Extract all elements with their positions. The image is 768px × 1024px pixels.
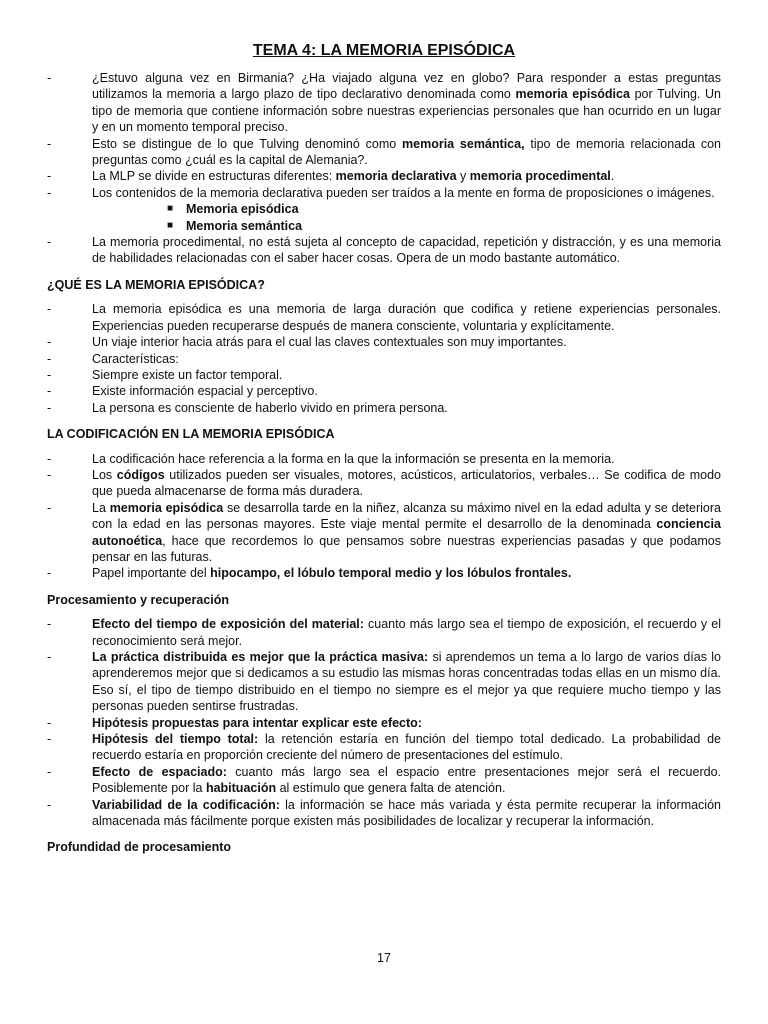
list-item-text [92,70,721,136]
sub-list-item-text: Memoria semántica [186,218,303,233]
text-run: La MLP se divide en estructuras diferentes: [92,169,336,184]
dash-bullet: - [47,764,52,779]
bold-run: memoria semántica, [402,136,525,151]
text-run: si aprendemos un tema a lo largo de varios días lo aprenderemos mejor que si dedicamos a su estudio las mismas horas concentradas todas ellas en un mismo día. Eso sí, el tipo de tiempo distribuido en el tiempo no siempre es el mejor ya que requiere mucho tiempo y las personas pueden sentirse frustradas. [92,650,721,714]
text-run: , hace que recordemos lo que pensamos sobre nuestras experiencias pasadas y que podamos pensar en las futuras. [92,533,721,564]
list-item-text [92,234,721,267]
text-run: utilizados pueden ser visuales, motores, acústicos, articulatorios, verbales… Se codifica de modo que pueda almacenarse de forma más duradera. [92,467,721,499]
list-item [47,367,721,383]
dash-bullet: - [47,732,52,747]
text-run: y [456,169,470,184]
list-item-text [92,467,721,500]
dash-bullet: - [47,169,52,184]
bold-run: Hipótesis propuestas para intentar explicar este efecto: [92,715,422,730]
text-run: se desarrolla tarde en la niñez, alcanza su máximo nivel en la edad adulta y se deteriora con la edad en las personas mayores. Este viaje mental permite el desarrollo de la denominada [92,500,721,532]
dash-bullet: - [47,617,52,632]
list-item [47,70,721,136]
section-heading-que-es: ¿QUÉ ES LA MEMORIA EPISÓDICA? [47,277,265,292]
text-run: cuanto más largo sea el espacio entre presentaciones mejor será el recuerdo. Posiblemente por la [92,764,721,796]
list-item [47,797,721,830]
list-item-text [92,334,721,350]
dash-bullet: - [47,467,52,482]
dash-bullet: - [47,302,52,317]
dash-bullet: - [47,367,52,382]
text-run: al estímulo que genera falta de atención. [276,781,506,796]
list-item [47,185,721,201]
list-item-text [92,400,721,416]
bold-run: memoria episódica [109,500,224,515]
bold-run: conciencia autonoética [92,517,721,548]
text-run: cuanto más largo sea el tiempo de exposición, el recuerdo y el reconocimiento será mejor. [92,617,722,648]
dash-bullet: - [47,185,52,200]
list-item [47,451,721,467]
list-item [47,351,721,367]
dash-bullet: - [47,500,52,515]
square-bullet-icon: ■ [167,203,174,215]
list-item [47,168,721,184]
text-run: La memoria episódica es una memoria de larga duración que codifica y retiene experiencias personales. Experiencias pueden recuperarse después de manera consciente, voluntaria y explícitamente. [92,302,721,333]
list-item-text [92,185,721,201]
bold-run: memoria declarativa [335,169,457,184]
text-run: Los contenidos de la memoria declarativa pueden ser traídos a la mente en forma de proposiciones o imágenes. [92,185,715,200]
list-item-text [92,649,721,715]
list-item-text [92,136,721,169]
list-item-text [92,715,721,731]
text-run: la información se hace más variada y ésta permite recuperar la información almacenada más fácilmente porque existen más posibilidades de localizar y recuperar la información. [92,797,721,829]
sub-list-item [47,218,721,234]
section-heading-codificacion: LA CODIFICACIÓN EN LA MEMORIA EPISÓDICA [47,427,335,442]
dash-bullet: - [47,797,52,812]
dash-bullet: - [47,715,52,730]
dash-bullet: - [47,566,52,581]
text-run: la retención estaría en función del tiempo total dedicado. La probabilidad de recuerdo estaría en proporción creciente del número de presentaciones del estímulo. [92,732,721,763]
list-item-text [92,797,721,830]
bold-run: códigos [116,467,165,482]
list-item-text [92,451,721,467]
section-heading-profundidad: Profundidad de procesamiento [47,840,232,855]
bold-run: memoria procedimental [469,169,611,184]
list-item [47,500,721,566]
section-heading-procesamiento: Procesamiento y recuperación [47,592,230,607]
intro-last-list [47,234,721,267]
page-title: TEMA 4: LA MEMORIA EPISÓDICA [252,42,516,59]
square-bullet-icon: ■ [167,219,174,231]
list-item [47,731,721,764]
list-item [47,649,721,715]
dash-bullet: - [47,136,52,151]
intro-sublist [47,201,721,234]
bold-run: memoria episódica [515,87,630,102]
sub-list-item-text: Memoria episódica [186,202,299,217]
list-item [47,400,721,416]
list-item [47,301,721,334]
text-run: tipo de memoria relacionada con preguntas como ¿cuál es la capital de Alemania?. [92,136,722,168]
text-run: Un viaje interior hacia atrás para el cual las claves contextuales son muy importantes. [92,335,567,350]
dash-bullet: - [47,351,52,366]
page-number: 17 [377,951,391,965]
list-item-text [92,367,721,383]
bold-run: Efecto de espaciado: [92,764,227,779]
section-codificacion-list [47,451,721,582]
text-run: La persona es consciente de haberlo vivido en primera persona. [92,400,448,415]
list-item [47,565,721,581]
dash-bullet: - [47,384,52,399]
intro-list [47,70,721,201]
section-procesamiento-list [47,616,721,829]
list-item-text [92,731,721,764]
dash-bullet: - [47,335,52,350]
document-page [47,40,721,864]
text-run: La codificación hace referencia a la forma en la que la información se presenta en la memoria. [92,451,615,466]
text-run: Existe información espacial y perceptivo. [92,384,318,399]
list-item [47,467,721,500]
list-item [47,764,721,797]
list-item-text [92,565,721,581]
list-item-text [92,301,721,334]
list-item [47,334,721,350]
bold-run: habituación [205,781,277,796]
text-run: La memoria procedimental, no está sujeta al concepto de capacidad, repetición y distracción, y es una memoria de habilidades relacionadas con el saber hacer cosas. Opera de un modo bastante automático. [92,235,721,266]
bold-run: Efecto del tiempo de exposición del material: [92,617,364,632]
bold-run: hipocampo, el lóbulo temporal medio y los lóbulos frontales. [210,566,572,581]
text-run: ¿Estuvo alguna vez en Birmania? ¿Ha viajado alguna vez en globo? Para responder a estas preguntas utilizamos la memoria a largo plazo de tipo declarativo denominada como [92,71,721,102]
text-run: La [92,500,110,515]
list-item-text [92,351,721,367]
sub-list-item [47,201,721,217]
text-run: Los [92,467,117,482]
text-run: Características: [92,351,179,366]
dash-bullet: - [47,400,52,415]
list-item-text [92,168,721,184]
list-item [47,715,721,731]
bold-run: Variabilidad de la codificación: [92,797,280,812]
dash-bullet: - [47,451,52,466]
bold-run: La práctica distribuida es mejor que la práctica masiva: [92,650,429,664]
list-item-text [92,500,721,566]
dash-bullet: - [47,71,52,85]
list-item [47,234,721,267]
text-run: Papel importante del [92,566,211,581]
text-run: Siempre existe un factor temporal. [92,367,283,382]
text-run: Esto se distingue de lo que Tulving denominó como [92,136,403,151]
list-item-text [92,616,721,649]
dash-bullet: - [47,650,52,664]
bold-run: Hipótesis del tiempo total: [92,732,259,747]
list-item [47,616,721,649]
list-item-text [92,383,721,399]
text-run: por Tulving. Un tipo de memoria que contiene información sobre nuestras experiencias personales que han ocurrido en un lugar y en un momento temporal preciso. [92,87,721,135]
text-run: . [610,169,615,184]
list-item [47,383,721,399]
list-item [47,136,721,169]
list-item-text [92,764,721,797]
dash-bullet: - [47,235,52,250]
section-que-es-list [47,301,721,416]
